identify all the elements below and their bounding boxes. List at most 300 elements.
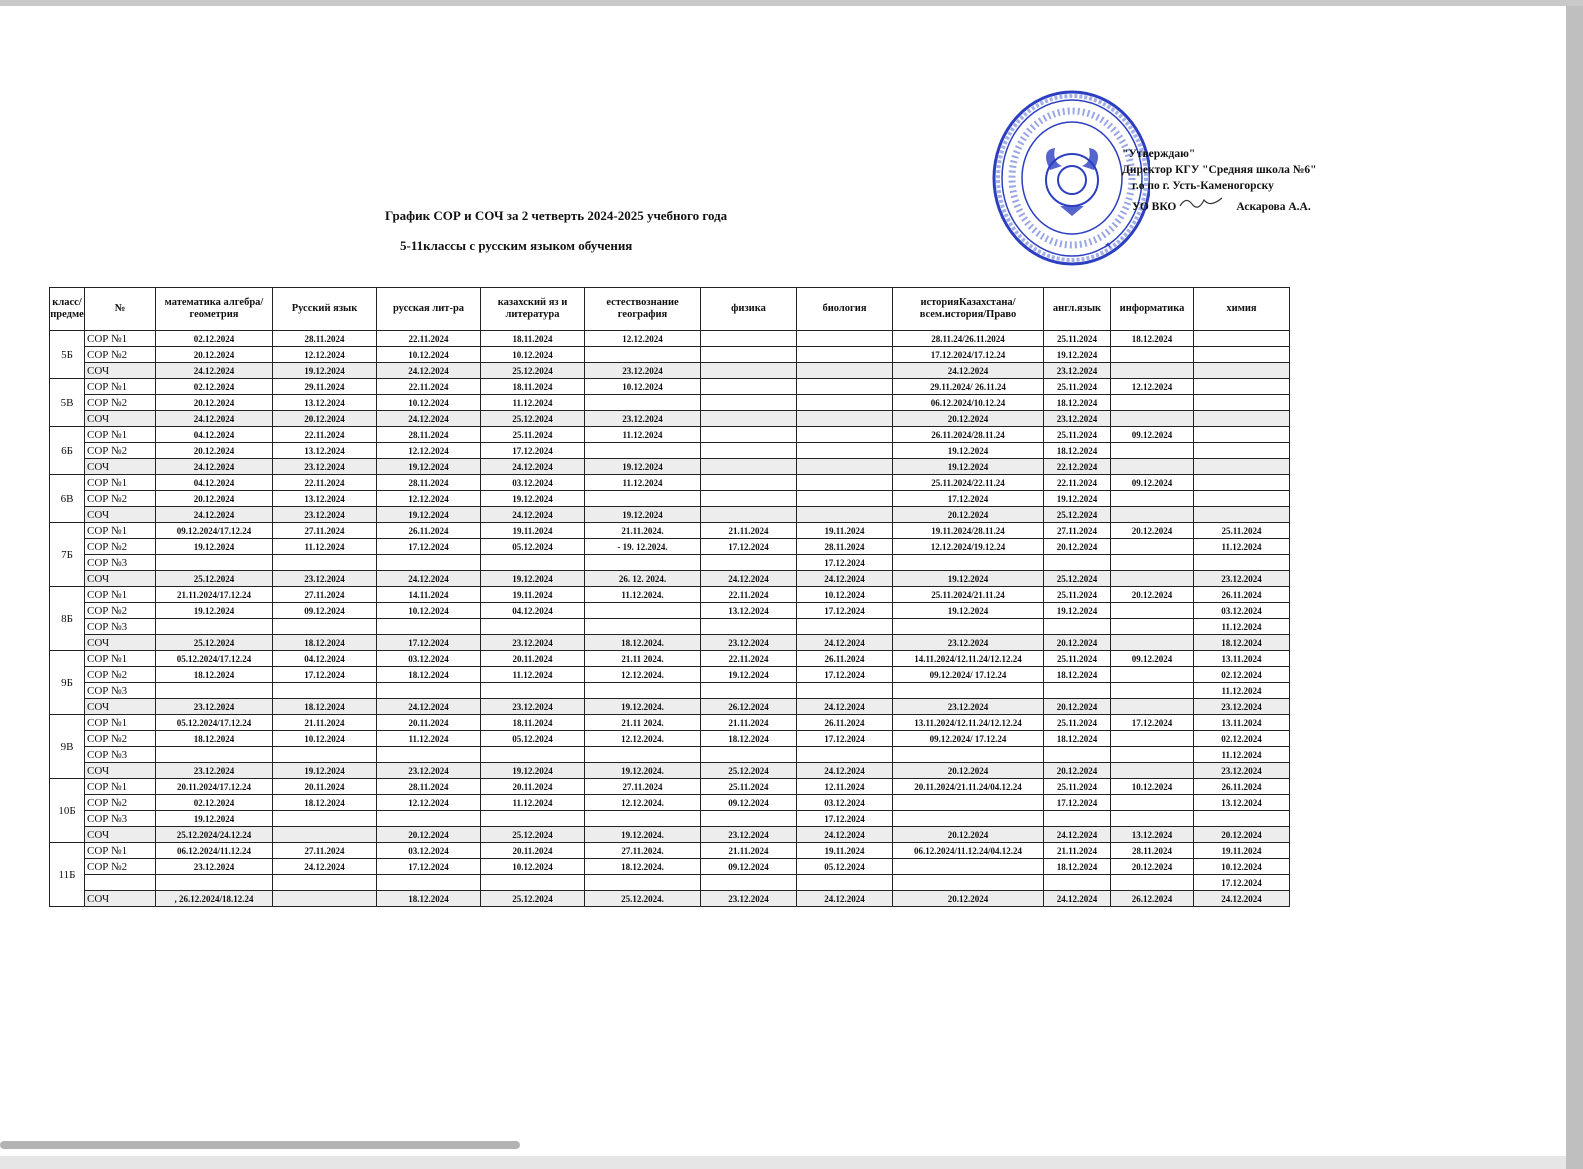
date-cell [1111, 747, 1194, 763]
table-row [50, 763, 1290, 779]
date-cell: 24.12.2024 [377, 363, 481, 379]
assessment-label: СОР №1 [85, 523, 156, 539]
date-cell: 24.12.2024 [377, 699, 481, 715]
table-row [50, 363, 1290, 379]
date-cell [273, 827, 377, 843]
date-cell: 22.11.2024 [377, 331, 481, 347]
assessment-label: СОР №1 [85, 651, 156, 667]
date-cell: 19.12.2024 [701, 667, 797, 683]
date-cell [1194, 347, 1290, 363]
date-cell [273, 875, 377, 891]
date-cell: 27.11.2024 [273, 843, 377, 859]
date-cell: 26.11.2024 [1194, 587, 1290, 603]
date-cell [1044, 619, 1111, 635]
date-cell: 02.12.2024 [156, 331, 273, 347]
date-cell [701, 427, 797, 443]
date-cell: 25.11.2024/21.11.24 [893, 587, 1044, 603]
date-cell: 11.12.2024 [481, 395, 585, 411]
table-header-row [50, 288, 1290, 331]
date-cell: 19.12.2024 [893, 459, 1044, 475]
date-cell [1044, 747, 1111, 763]
date-cell: 21.11.2024 [701, 523, 797, 539]
date-cell [1044, 683, 1111, 699]
date-cell: 19.12.2024. [585, 827, 701, 843]
date-cell: 12.12.2024 [1111, 379, 1194, 395]
date-cell: 05.12.2024 [481, 539, 585, 555]
column-header: Русский язык [273, 288, 377, 331]
date-cell [1111, 539, 1194, 555]
date-cell: 20.11.2024 [481, 843, 585, 859]
table-row [50, 555, 1290, 571]
date-cell: 20.12.2024 [1044, 635, 1111, 651]
date-cell [585, 443, 701, 459]
date-cell: 10.12.2024 [481, 859, 585, 875]
table-row [50, 475, 1290, 491]
date-cell: 03.12.2024 [377, 651, 481, 667]
date-cell [1194, 331, 1290, 347]
date-cell: 27.11.2024 [1044, 523, 1111, 539]
date-cell: - 19. 12.2024. [585, 539, 701, 555]
date-cell: 23.12.2024 [1194, 763, 1290, 779]
date-cell: 26.11.2024/28.11.24 [893, 427, 1044, 443]
date-cell: 25.11.2024 [1044, 331, 1111, 347]
date-cell: 20.11.2024 [481, 651, 585, 667]
table-row [50, 539, 1290, 555]
date-cell: 17.12.2024 [797, 811, 893, 827]
date-cell [1111, 395, 1194, 411]
approve-line-1: "Утверждаю" [1122, 148, 1196, 160]
date-cell [1194, 459, 1290, 475]
table-row [50, 859, 1290, 875]
date-cell [1111, 555, 1194, 571]
date-cell [797, 347, 893, 363]
date-cell: 19.12.2024 [481, 491, 585, 507]
date-cell [701, 747, 797, 763]
table-row [50, 875, 1290, 891]
date-cell [585, 491, 701, 507]
date-cell: 23.12.2024 [1194, 699, 1290, 715]
column-header: физика [701, 288, 797, 331]
date-cell [156, 555, 273, 571]
date-cell [1111, 763, 1194, 779]
date-cell [893, 619, 1044, 635]
date-cell: 19.12.2024 [585, 459, 701, 475]
table-row [50, 379, 1290, 395]
table-row [50, 411, 1290, 427]
date-cell: 22.11.2024 [1044, 475, 1111, 491]
assessment-label: СОР №1 [85, 331, 156, 347]
date-cell: 17.12.2024 [701, 539, 797, 555]
table-row [50, 635, 1290, 651]
assessment-label: СОР №1 [85, 715, 156, 731]
date-cell: 24.12.2024 [377, 411, 481, 427]
date-cell [701, 411, 797, 427]
date-cell [377, 555, 481, 571]
date-cell [1194, 443, 1290, 459]
class-name-cell: 9В [50, 715, 85, 779]
column-header: англ.язык [1044, 288, 1111, 331]
date-cell: 23.12.2024 [701, 827, 797, 843]
class-name-cell: 7Б [50, 523, 85, 587]
date-cell [797, 379, 893, 395]
date-cell: 19.12.2024 [273, 363, 377, 379]
date-cell: 18.12.2024 [1044, 859, 1111, 875]
date-cell: 20.12.2024 [893, 411, 1044, 427]
date-cell: 12.12.2024 [377, 795, 481, 811]
date-cell: 20.12.2024 [273, 411, 377, 427]
date-cell: 10.12.2024 [1111, 779, 1194, 795]
date-cell: 18.12.2024 [273, 699, 377, 715]
date-cell [585, 811, 701, 827]
date-cell: 20.12.2024 [1111, 859, 1194, 875]
date-cell: 20.11.2024 [273, 779, 377, 795]
date-cell: 04.12.2024 [156, 427, 273, 443]
table-row [50, 571, 1290, 587]
date-cell: 17.12.2024 [893, 491, 1044, 507]
date-cell: 09.12.2024/ 17.12.24 [893, 667, 1044, 683]
date-cell [701, 619, 797, 635]
date-cell: 26.12.2024 [1111, 891, 1194, 907]
date-cell: 17.12.2024 [1044, 795, 1111, 811]
date-cell [797, 747, 893, 763]
date-cell: 19.12.2024 [1044, 603, 1111, 619]
date-cell: 02.12.2024 [156, 379, 273, 395]
date-cell: 02.12.2024 [1194, 731, 1290, 747]
date-cell: 11.12.2024 [1194, 539, 1290, 555]
date-cell: 25.11.2024/22.11.24 [893, 475, 1044, 491]
date-cell [701, 363, 797, 379]
date-cell: 23.12.2024 [701, 635, 797, 651]
date-cell: 28.11.2024 [377, 779, 481, 795]
date-cell: 13.12.2024 [1194, 795, 1290, 811]
date-cell: 13.12.2024 [1111, 827, 1194, 843]
date-cell: 10.12.2024 [1194, 859, 1290, 875]
date-cell [377, 619, 481, 635]
date-cell: 23.12.2024 [156, 699, 273, 715]
date-cell [1194, 555, 1290, 571]
date-cell: 09.12.2024/17.12.24 [156, 523, 273, 539]
date-cell [377, 875, 481, 891]
assessment-label: СОЧ [85, 827, 156, 843]
date-cell: 11.12.2024 [377, 731, 481, 747]
date-cell: 09.12.2024 [1111, 651, 1194, 667]
class-name-cell: 6В [50, 475, 85, 523]
date-cell: 19.12.2024 [156, 603, 273, 619]
assessment-label: СОЧ [85, 411, 156, 427]
date-cell: 24.12.2024 [481, 459, 585, 475]
date-cell [893, 747, 1044, 763]
date-cell: 12.12.2024 [377, 443, 481, 459]
date-cell: 17.12.2024/17.12.24 [893, 347, 1044, 363]
date-cell: 19.12.2024 [481, 763, 585, 779]
date-cell: 04.12.2024 [273, 651, 377, 667]
date-cell: 03.12.2024 [377, 843, 481, 859]
date-cell: 25.11.2024 [481, 427, 585, 443]
date-cell: 09.12.2024 [701, 859, 797, 875]
date-cell: 03.12.2024 [1194, 603, 1290, 619]
date-cell [377, 811, 481, 827]
document-subtitle: 5-11классы с русским языком обучения [400, 238, 633, 253]
date-cell [273, 619, 377, 635]
date-cell: 20.11.2024 [377, 715, 481, 731]
date-cell: 18.12.2024 [1194, 635, 1290, 651]
date-cell [585, 619, 701, 635]
date-cell [1044, 811, 1111, 827]
table-row [50, 619, 1290, 635]
date-cell: 12.12.2024 [377, 491, 481, 507]
date-cell: 19.12.2024 [156, 811, 273, 827]
table-row [50, 603, 1290, 619]
date-cell [797, 331, 893, 347]
assessment-label: СОР №1 [85, 427, 156, 443]
date-cell [893, 859, 1044, 875]
date-cell: 21.11.2024 [701, 843, 797, 859]
date-cell [1194, 395, 1290, 411]
date-cell: 25.12.2024 [481, 363, 585, 379]
date-cell [893, 795, 1044, 811]
assessment-label: СОР №2 [85, 667, 156, 683]
table-row [50, 699, 1290, 715]
date-cell: 10.12.2024 [377, 347, 481, 363]
date-cell: 17.12.2024 [273, 667, 377, 683]
date-cell: 18.12.2024 [377, 891, 481, 907]
approve-signer: Аскарова А.А. [1236, 201, 1311, 213]
date-cell [893, 875, 1044, 891]
date-cell [1111, 411, 1194, 427]
date-cell: 19.12.2024 [1044, 347, 1111, 363]
date-cell: 20.12.2024 [156, 443, 273, 459]
date-cell: 11.12.2024 [481, 795, 585, 811]
date-cell: 27.11.2024. [585, 843, 701, 859]
date-cell [1111, 683, 1194, 699]
table-row [50, 331, 1290, 347]
assessment-label: СОР №1 [85, 587, 156, 603]
table-row [50, 779, 1290, 795]
assessment-label: СОР №2 [85, 603, 156, 619]
date-cell: 24.12.2024 [156, 411, 273, 427]
date-cell [797, 459, 893, 475]
date-cell: 19.12.2024. [585, 763, 701, 779]
assessment-label: СОЧ [85, 363, 156, 379]
date-cell: 10.12.2024 [797, 587, 893, 603]
date-cell: 26.12.2024 [701, 699, 797, 715]
date-cell: 04.12.2024 [481, 603, 585, 619]
date-cell: 18.12.2024 [701, 731, 797, 747]
date-cell: 22.11.2024 [701, 587, 797, 603]
date-cell: 19.12.2024 [585, 507, 701, 523]
date-cell: 13.12.2024 [273, 443, 377, 459]
table-row [50, 827, 1290, 843]
date-cell: 17.12.2024 [797, 555, 893, 571]
date-cell: 24.12.2024 [156, 363, 273, 379]
date-cell [1111, 795, 1194, 811]
date-cell [1044, 555, 1111, 571]
date-cell [701, 507, 797, 523]
date-cell: 28.11.24/26.11.2024 [893, 331, 1044, 347]
date-cell: 09.12.2024/ 17.12.24 [893, 731, 1044, 747]
assessment-label: СОЧ [85, 891, 156, 907]
date-cell [585, 875, 701, 891]
date-cell: 24.12.2024 [893, 363, 1044, 379]
date-cell: 20.12.2024 [156, 491, 273, 507]
date-cell: 24.12.2024 [273, 859, 377, 875]
date-cell [1111, 347, 1194, 363]
approve-line-3: г.о по г. Усть-Каменогорску [1132, 180, 1274, 192]
assessment-label: СОР №1 [85, 475, 156, 491]
date-cell [797, 875, 893, 891]
date-cell: 27.11.2024 [273, 587, 377, 603]
date-cell [1111, 811, 1194, 827]
date-cell: 20.12.2024 [1044, 763, 1111, 779]
date-cell: 25.12.2024 [1044, 571, 1111, 587]
date-cell: 21.11.2024 [1044, 843, 1111, 859]
date-cell: 29.11.2024 [273, 379, 377, 395]
date-cell: 23.12.2024 [1194, 571, 1290, 587]
date-cell [585, 603, 701, 619]
date-cell: 25.12.2024 [156, 635, 273, 651]
horizontal-scrollbar[interactable] [0, 1141, 520, 1149]
date-cell [701, 475, 797, 491]
date-cell: 03.12.2024 [481, 475, 585, 491]
date-cell: 11.12.2024 [1194, 683, 1290, 699]
date-cell [156, 747, 273, 763]
date-cell [156, 683, 273, 699]
date-cell: 23.12.2024 [481, 699, 585, 715]
date-cell: 24.12.2024 [797, 699, 893, 715]
date-cell: 10.12.2024 [377, 395, 481, 411]
date-cell: 17.12.2024 [797, 731, 893, 747]
assessment-label: СОР №1 [85, 779, 156, 795]
date-cell: 18.12.2024. [585, 635, 701, 651]
date-cell [797, 619, 893, 635]
date-cell [1111, 619, 1194, 635]
date-cell: 09.12.2024 [273, 603, 377, 619]
table-row [50, 731, 1290, 747]
date-cell [1194, 379, 1290, 395]
date-cell: 19.12.2024 [893, 443, 1044, 459]
class-name-cell: 11Б [50, 843, 85, 907]
date-cell [481, 683, 585, 699]
date-cell [377, 747, 481, 763]
table-row [50, 427, 1290, 443]
date-cell [797, 443, 893, 459]
date-cell: 24.12.2024 [377, 571, 481, 587]
date-cell: 18.12.2024 [273, 635, 377, 651]
date-cell: 20.11.2024/17.12.24 [156, 779, 273, 795]
table-row [50, 523, 1290, 539]
date-cell: 19.12.2024 [1044, 491, 1111, 507]
date-cell: 10.12.2024 [377, 603, 481, 619]
class-name-cell: 10Б [50, 779, 85, 843]
column-header: историяКазахстана/всем.история/Право [893, 288, 1044, 331]
date-cell [1194, 475, 1290, 491]
date-cell [797, 475, 893, 491]
date-cell [797, 395, 893, 411]
date-cell: 17.12.2024 [377, 539, 481, 555]
date-cell [273, 811, 377, 827]
date-cell: 20.12.2024 [1194, 827, 1290, 843]
date-cell: 12.12.2024 [273, 347, 377, 363]
date-cell [273, 683, 377, 699]
date-cell [481, 811, 585, 827]
date-cell: 09.12.2024 [1111, 427, 1194, 443]
date-cell [481, 555, 585, 571]
date-cell [1111, 443, 1194, 459]
date-cell [1194, 491, 1290, 507]
date-cell [1194, 363, 1290, 379]
date-cell: 25.11.2024 [1044, 427, 1111, 443]
date-cell: 26. 12. 2024. [585, 571, 701, 587]
date-cell: 22.11.2024 [701, 651, 797, 667]
date-cell: 10.12.2024 [585, 379, 701, 395]
date-cell: 13.12.2024 [273, 491, 377, 507]
column-header: русская лит-ра [377, 288, 481, 331]
date-cell [273, 555, 377, 571]
assessment-label: СОР №3 [85, 747, 156, 763]
date-cell: 18.12.2024 [1044, 443, 1111, 459]
date-cell [1111, 507, 1194, 523]
table-row [50, 491, 1290, 507]
date-cell: 20.11.2024 [481, 779, 585, 795]
date-cell [893, 683, 1044, 699]
date-cell: 25.11.2024 [1044, 379, 1111, 395]
date-cell: 23.12.2024 [893, 699, 1044, 715]
date-cell [893, 555, 1044, 571]
date-cell [797, 411, 893, 427]
date-cell: 28.11.2024 [797, 539, 893, 555]
date-cell [701, 875, 797, 891]
assessment-label: СОР №2 [85, 395, 156, 411]
date-cell: 12.12.2024/19.12.24 [893, 539, 1044, 555]
date-cell: 09.12.2024 [1111, 475, 1194, 491]
date-cell [701, 459, 797, 475]
right-edge [1566, 6, 1583, 1169]
date-cell: 17.12.2024 [377, 635, 481, 651]
date-cell [1111, 491, 1194, 507]
date-cell [1194, 427, 1290, 443]
date-cell: 19.12.2024 [893, 603, 1044, 619]
assessment-label [85, 875, 156, 891]
date-cell: 24.12.2024 [156, 459, 273, 475]
date-cell: 03.12.2024 [797, 795, 893, 811]
date-cell [1111, 875, 1194, 891]
column-header: информатика [1111, 288, 1194, 331]
date-cell: 18.12.2024 [377, 667, 481, 683]
date-cell [1111, 731, 1194, 747]
date-cell: 24.12.2024 [797, 635, 893, 651]
date-cell: 29.11.2024/ 26.11.24 [893, 379, 1044, 395]
date-cell: 18.12.2024 [1044, 395, 1111, 411]
date-cell: 19.12.2024. [585, 699, 701, 715]
date-cell: 11.12.2024 [1194, 619, 1290, 635]
date-cell: 18.12.2024 [1044, 731, 1111, 747]
date-cell: 13.12.2024 [273, 395, 377, 411]
date-cell: 06.12.2024/11.12.24/04.12.24 [893, 843, 1044, 859]
class-name-cell: 5Б [50, 331, 85, 379]
date-cell [585, 747, 701, 763]
date-cell: 20.12.2024 [1111, 587, 1194, 603]
date-cell: 24.12.2024 [156, 507, 273, 523]
assessment-label: СОР №2 [85, 795, 156, 811]
date-cell: 19.11.2024/28.11.24 [893, 523, 1044, 539]
date-cell: 19.12.2024 [481, 571, 585, 587]
assessment-label: СОР №2 [85, 491, 156, 507]
table-row [50, 811, 1290, 827]
assessment-label: СОР №1 [85, 379, 156, 395]
date-cell: 24.12.2024 [797, 763, 893, 779]
date-cell: 25.11.2024 [701, 779, 797, 795]
date-cell: 27.11.2024 [585, 779, 701, 795]
